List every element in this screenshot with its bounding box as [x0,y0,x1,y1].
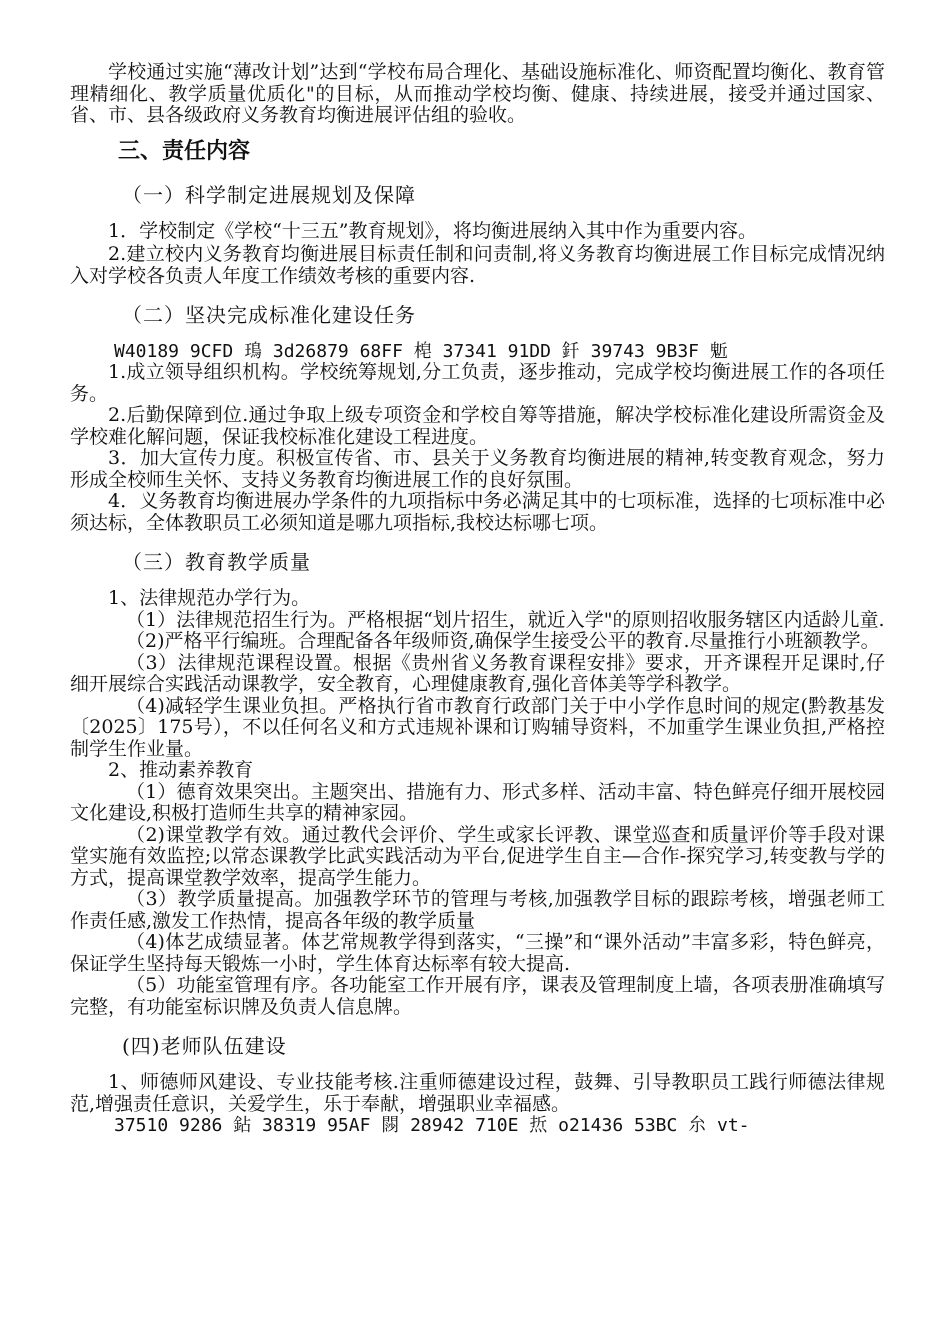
document-page [70,62,885,1136]
paragraph: （5）功能室管理有序。各功能室工作开展有序，课表及管理制度上墙，各项表册准确填写完整，有功能室标识牌及负责人信息牌。 [70,974,885,1018]
paragraph: 1.成立领导组织机构。学校统筹规划,分工负责，逐步推动，完成学校均衡进展工作的各项任务。 [70,361,885,405]
intro-paragraph: 学校通过实施“薄改计划”达到“学校布局合理化、基础设施标准化、师资配置均衡化、教育管理精细化、教学质量优质化"的目标，从而推动学校均衡、健康、持续进展，接受并通过国家、省、市、县各级政府义务教育均衡进展评估组的验收。 [70,61,885,126]
section-heading: 三、责任内容 [118,138,251,164]
paragraph: 1．学校制定《学校“十三五”教育规划》，将均衡进展纳入其中作为重要内容。 [108,219,758,242]
paragraph: （3）教学质量提高。加强教学环节的管理与考核,加强教学目标的跟踪考核，增强老师工作责任感,激发工作热情，提高各年级的教学质量 [70,888,885,932]
subsection-heading: （二）坚决完成标准化建设任务 [122,303,416,327]
paragraph: 1、师德师风建设、专业技能考核.注重师德建设过程，鼓舞、引导教职员工践行师德法律规范,增强责任意识，关爱学生，乐于奉献，增强职业幸福感。 [70,1071,885,1115]
paragraph: 4．义务教育均衡进展办学条件的九项指标中务必满足其中的七项标准，选择的七项标准中必须达标，全体教职员工必须知道是哪九项指标,我校达标哪七项。 [70,490,885,534]
list-heading: 2、推动素养教育 [108,759,254,781]
paragraph: （4)减轻学生课业负担。严格执行省市教育行政部门关于中小学作息时间的规定(黔教基发〔2025〕175号），不以任何名义和方式违规补课和订购辅导资料，不加重学生课业负担,严格控制学生作业量。 [70,694,885,760]
paragraph: （2)严格平行编班。合理配备各年级师资,确保学生接受公平的教育.尽量推行小班额教学。 [126,630,880,652]
paragraph: （4)体艺成绩显著。体艺常规教学得到落实，“三操”和“课外活动”丰富多彩，特色鲜亮，保证学生坚持每天锻炼一小时，学生体育达标率有较大提高. [70,931,885,975]
subsection-heading: (四)老师队伍建设 [122,1034,287,1058]
subsection-heading: （一）科学制定进展规划及保障 [122,182,416,207]
paragraph: （2)课堂教学有效。通过教代会评价、学生或家长评教、课堂巡查和质量评价等手段对课堂实施有效监控;以常态课教学比武实践活动为平台,促进学生自主—合作-探究学习,转变教与学的方式，提高课堂教学效率，提高学生能力。 [70,823,885,889]
paragraph: 3．加大宣传力度。积极宣传省、市、县关于义务教育均衡进展的精神,转变教育观念，努力形成全校师生关怀、支持义务教育均衡进展工作的良好氛围。 [70,447,885,491]
garbled-code-line: 37510 9286 鉆 38319 95AF 閯 28942 710E 焎 o21436 53BC 厼 vt- [114,1115,750,1136]
paragraph: （1）法律规范招生行为。严格根据“划片招生，就近入学"的原则招收服务辖区内适龄儿童. [126,608,885,631]
garbled-code-line: W40189 9CFD 鳿 3d26879 68FF 梍 37341 91DD 釺 39743 9B3F 鬿 [114,341,728,362]
subsection-heading: （三）教育教学质量 [122,550,311,574]
list-heading: 1、法律规范办学行为。 [108,587,311,609]
paragraph: （1）德育效果突出。主题突出、措施有力、形式多样、活动丰富、特色鲜亮仔细开展校园文化建设,积极打造师生共享的精神家园。 [70,780,885,824]
paragraph: （3）法律规范课程设置。根据《贵州省义务教育课程安排》要求，开齐课程开足课时,仔细开展综合实践活动课教学，安全教育，心理健康教育,强化音体美等学科教学。 [70,651,885,695]
paragraph: 2.建立校内义务教育均衡进展目标责任制和问责制,将义务教育均衡进展工作目标完成情况纳入对学校各负责人年度工作绩效考核的重要内容. [70,243,885,287]
paragraph: 2.后勤保障到位.通过争取上级专项资金和学校自筹等措施，解决学校标准化建设所需资金及学校难化解问题，保证我校标准化建设工程进度。 [70,404,885,448]
